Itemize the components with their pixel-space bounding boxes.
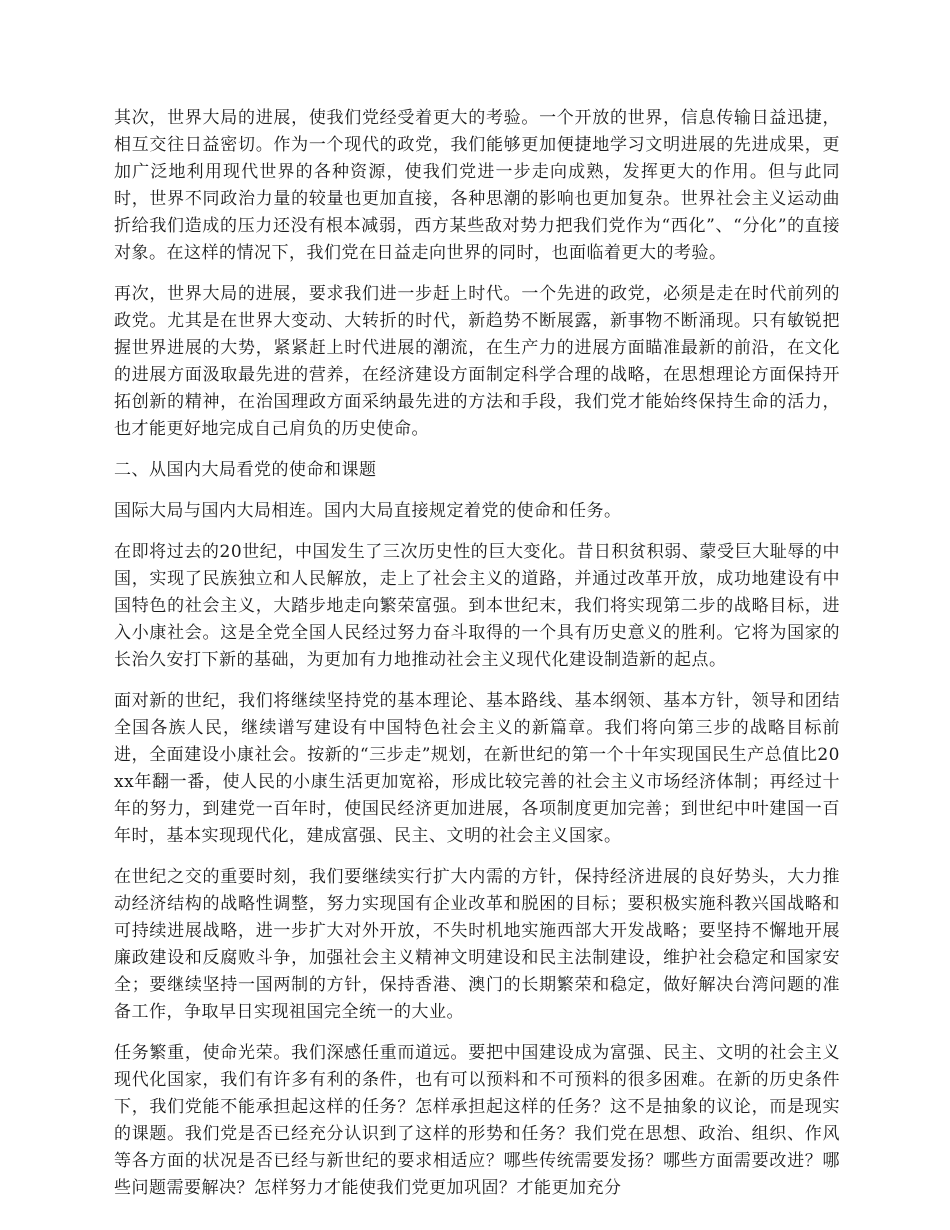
section-heading: 二、从国内大局看党的使命和课题: [114, 460, 377, 480]
paragraph-keep-up-with-times: 再次，世界大局的进展，要求我们进一步赶上时代。一个先进的政党，必须是走在时代前列的政党。尤其是在世界大变动、大转折的时代，新趋势不断展露，新事物不断涌现。只有敏锐把握世界进展的大势，紧紧赶上时代进展的潮流，在生产力的进展方面瞄准最新的前沿，在文化的进展方面汲取最先进的营养，在经济建设方面制定科学合理的战略，在思想理论方面保持开拓创新的精神，在治国理政方面采纳最先进的方法和手段，我们党才能始终保持生命的活力，也才能更好地完成自己肩负的历史使命。: [114, 284, 840, 439]
paragraph-turn-of-century: 在世纪之交的重要时刻，我们要继续实行扩大内需的方针，保持经济进展的良好势头，大力推动经济结构的战略性调整，努力实现国有企业改革和脱困的目标；要积极实施科教兴国战略和可持续进展战略，进一步扩大对外开放，不失时机地实施西部大开发战略；要坚持不懈地开展廉政建设和反腐败斗争，加强社会主义精神文明建设和民主法制建设，维护社会稳定和国家安全；要继续坚持一国两制的方针，保持香港、澳门的长期繁荣和稳定，做好解决台湾问题的准备工作，争取早日实现祖国完全统一的大业。: [114, 867, 840, 1022]
paragraph-heavy-tasks: 任务繁重，使命光荣。我们深感任重而道远。要把中国建设成为富强、民主、文明的社会主义现代化国家，我们有许多有利的条件，也有可以预料和不可预料的很多困难。在新的历史条件下，我们党能不能承担起这样的任务？怎样承担起这样的任务？这不是抽象的议论，而是现实的课题。我们党是否已经充分认识到了这样的形势和任务？我们党在思想、政治、组织、作风等各方面的状况是否已经与新世纪的要求相适应？哪些传统需要发扬？哪些方面需要改进？哪些问题需要解决？怎样努力才能使我们党更加巩固？才能更加充分: [114, 1043, 840, 1198]
paragraph-twentieth-century: 在即将过去的20世纪，中国发生了三次历史性的巨大变化。昔日积贫积弱、蒙受巨大耻辱的中国，实现了民族独立和人民解放，走上了社会主义的道路，并通过改革开放，成功地建设有中国特色的社会主义，大踏步地走向繁荣富强。到本世纪末，我们将实现第二步的战略目标，进入小康社会。这是全党全国人民经过努力奋斗取得的一个具有历史意义的胜利。它将为国家的长治久安打下新的基础，为更加有力地推动社会主义现代化建设制造新的起点。: [114, 542, 840, 670]
paragraph-world-test: 其次，世界大局的进展，使我们党经受着更大的考验。一个开放的世界，信息传输日益迅捷，相互交往日益密切。作为一个现代的政党，我们能够更加便捷地学习文明进展的先进成果，更加广泛地利用现代世界的各种资源，使我们党进一步走向成熟，发挥更大的作用。但与此同时，世界不同政治力量的较量也更加直接，各种思潮的影响也更加复杂。世界社会主义运动曲折给我们造成的压力还没有根本减弱，西方某些敌对势力把我们党作为“西化”、“分化”的直接对象。在这样的情况下，我们党在日益走向世界的同时，也面临着更大的考验。: [114, 108, 840, 263]
paragraph-domestic-intro: 国际大局与国内大局相连。国内大局直接规定着党的使命和任务。: [114, 501, 622, 521]
document-page: [114, 105, 840, 1216]
paragraph-new-century: 面对新的世纪，我们将继续坚持党的基本理论、基本路线、基本纲领、基本方针，领导和团结全国各族人民，继续谱写建设有中国特色社会主义的新篇章。我们将向第三步的战略目标前进，全面建设小康社会。按新的“三步走”规划，在新世纪的第一个十年实现国民生产总值比20xx年翻一番，使人民的小康生活更加宽裕，形成比较完善的社会主义市场经济体制；再经过十年的努力，到建党一百年时，使国民经济更加进展，各项制度更加完善；到世纪中叶建国一百年时，基本实现现代化，建成富强、民主、文明的社会主义国家。: [114, 691, 840, 846]
